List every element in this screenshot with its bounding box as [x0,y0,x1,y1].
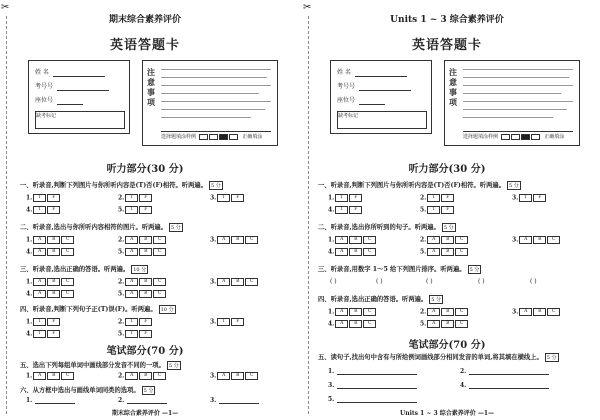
answer-q1[interactable]: 1. A B C [328,236,376,244]
answer-q4[interactable]: 4. T F [26,330,60,338]
points-badge: 5 分 [431,297,442,303]
points-badge: 10 分 [160,307,174,313]
answer-q5[interactable]: 5. T F [118,330,152,338]
answer-q3[interactable]: 3. A B C [512,236,560,244]
section-5-instruction: 五、选出下列每组单词中画线部分发音不同的一项。 5 分 [20,362,179,369]
answer-blank-2[interactable]: 2. [118,397,167,404]
section-2-instruction: 二、听录音,选出与你所听内容相符的图片。听两遍。 5 分 [20,224,181,231]
section-1-instruction: 一、听录音,判断下列图片与你所听内容是(T)否(F)相符。听两遍。 5 分 [20,182,221,189]
points-badge: 5 分 [469,267,480,273]
answer-q3[interactable]: 3. A B C [512,308,560,316]
written-title: 笔试部分(70 分) [408,340,486,351]
answer-q1[interactable]: 1. A B C [26,372,74,380]
cut-line [308,16,309,414]
notice-box [142,60,278,146]
points-badge: 5 分 [168,363,179,369]
scissors-icon: ✂ [303,2,312,13]
answer-q2[interactable]: 2. T F [420,194,454,202]
page-header: 期末综合素养评价 [108,15,181,25]
answer-q2[interactable]: 2. A B C [118,372,166,380]
points-badge: 5 分 [143,388,154,394]
answer-q5[interactable]: 5. A B C [118,248,166,256]
answer-q2[interactable]: 2. T F [118,194,152,202]
answer-q5[interactable]: 5. A B C [118,290,166,298]
answer-q3[interactable]: 3. T F [210,318,244,326]
written-title: 笔试部分(70 分) [106,346,184,357]
answer-q5[interactable]: 5. A B C [420,248,468,256]
absent-mark-box[interactable]: 缺考标记 [337,111,427,129]
write-line-4[interactable]: 4. [460,382,549,389]
section-3-instruction: 三、听录音,用数字 1～5 给下列图片排序。听两遍。 5 分 [318,266,480,273]
answer-q5[interactable]: 5. T F [118,206,152,214]
answer-q3[interactable]: 3. A B C [210,278,258,286]
answer-blank-3[interactable]: 3. [210,397,259,404]
answer-q3[interactable]: 3. A B C [210,236,258,244]
points-badge: 10 分 [133,267,147,273]
points-badge: 5 分 [171,225,181,231]
points-badge: 5 分 [211,183,221,189]
answer-q1[interactable]: 1. A B C [26,236,74,244]
points-badge: 5 分 [546,355,557,361]
answer-q1[interactable]: 1. A B C [26,278,74,286]
answer-q4[interactable]: 4. A B C [26,248,74,256]
absent-mark-box[interactable]: 缺考标记 [35,111,125,129]
answer-q5[interactable]: 5. A B C [420,320,468,328]
card-title: 英语答题卡 [109,38,180,53]
page-footer: 期末综合素养评价 —1— [111,410,179,417]
order-blank-4[interactable]: ( ) [478,278,485,285]
section-5-instruction: 五、读句子,找出句中含有与所给例词画线部分相同发音的单词,将其填在横线上。 5 分 [318,354,557,361]
section-1-instruction: 一、听录音,判断下列图片与你所听内容是(T)否(F)相符。听两遍。 5 分 [318,182,519,189]
section-4-instruction: 四、听录音,判断下列句子正(T)误(F)。听两遍。 10 分 [20,306,174,313]
scissors-icon: ✂ [1,2,10,13]
seat-field[interactable]: 座位号 [337,97,385,105]
notice-label: 注意事项 [449,67,457,107]
page-footer: Units 1 ~ 3 综合素养评价 —1— [399,410,495,417]
exam-number-field[interactable]: 考号号 [35,83,109,91]
answer-sheet-left [0,0,290,420]
answer-q1[interactable]: 1. T F [26,194,60,202]
notice-label: 注意事项 [147,67,155,107]
answer-q2[interactable]: 2. T F [118,318,152,326]
answer-q3[interactable]: 3. A B C [210,372,258,380]
section-2-instruction: 二、听录音,选出你所听到的句子。听两遍。 5 分 [318,224,454,231]
write-line-1[interactable]: 1. [328,368,417,375]
answer-q1[interactable]: 1. A B C [328,308,376,316]
card-title: 英语答题卡 [411,38,482,53]
answer-q1[interactable]: 1. T F [328,194,362,202]
section-4-instruction: 四、听录音,选出正确的答语。听两遍。 5 分 [318,296,442,303]
seat-field[interactable]: 座位号 [35,97,83,105]
student-info-box [330,60,432,134]
answer-q2[interactable]: 2. A B C [118,278,166,286]
section-6-instruction: 六、从方框中选出与画线单词同类的选项。 5 分 [20,387,154,394]
answer-q3[interactable]: 3. T F [512,194,546,202]
section-3-instruction: 三、听录音,选出正确的答语。听两遍。 10 分 [20,266,147,273]
points-badge: 5 分 [443,225,454,231]
name-field[interactable]: 姓 名 [35,69,105,77]
answer-q4[interactable]: 4. T F [26,206,60,214]
fill-example: 选择题填涂样例 正确填涂 [463,131,573,142]
page-header: Units 1 ~ 3 综合素养评价 [390,15,504,25]
listening-title: 听力部分(30 分) [106,164,184,175]
listening-title: 听力部分(30 分) [408,164,486,175]
answer-q4[interactable]: 4. T F [328,206,362,214]
answer-sheet-right [302,0,592,420]
order-blank-1[interactable]: ( ) [330,278,337,285]
answer-q2[interactable]: 2. A B C [118,236,166,244]
write-line-5[interactable]: 5. [328,396,417,403]
answer-q2[interactable]: 2. A B C [420,236,468,244]
answer-q4[interactable]: 4. A B C [26,290,74,298]
write-line-2[interactable]: 2. [460,368,549,375]
answer-q5[interactable]: 5. T F [420,206,454,214]
answer-blank-1[interactable]: 1. [26,397,75,404]
answer-q2[interactable]: 2. A B C [420,308,468,316]
page-gap [292,0,298,420]
order-blank-3[interactable]: ( ) [426,278,433,285]
order-blank-5[interactable]: ( ) [530,278,537,285]
name-field[interactable]: 姓 名 [337,69,407,77]
notice-box [444,60,580,146]
answer-q4[interactable]: 4. A B C [328,248,376,256]
order-blank-2[interactable]: ( ) [376,278,383,285]
points-badge: 5 分 [509,183,519,189]
answer-q3[interactable]: 3. T F [210,194,244,202]
exam-number-field[interactable]: 考号号 [337,83,411,91]
answer-q4[interactable]: 4. A B C [328,320,376,328]
fill-example: 选择题填涂样例 正确填涂 [161,131,271,142]
write-line-3[interactable]: 3. [328,382,417,389]
answer-q1[interactable]: 1. T F [26,318,60,326]
student-info-box [28,60,130,134]
